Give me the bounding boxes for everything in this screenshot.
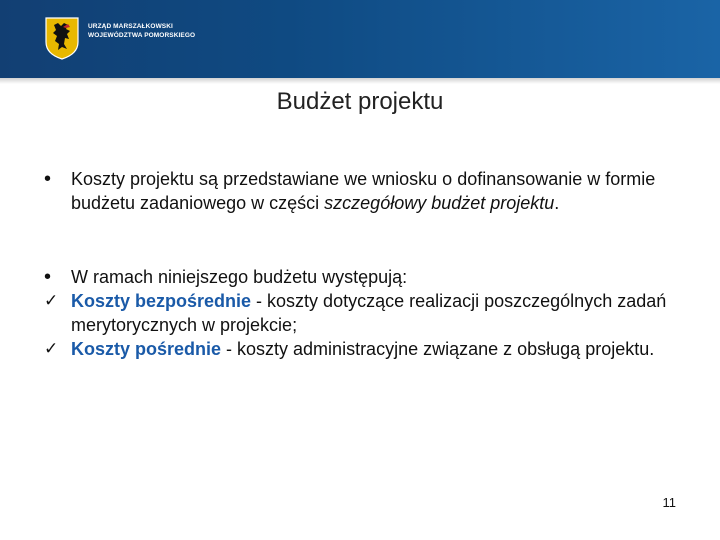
griffin-coat-of-arms-icon (44, 16, 80, 60)
slide-content (44, 167, 694, 361)
bullet-item (44, 167, 694, 215)
check-text: - koszty dotyczące realizacji poszczególnych zadań merytorycznych w projekcie; (71, 291, 667, 335)
check-item (44, 289, 694, 337)
check-text: - koszty administracyjne związane z obsługą projektu. (221, 339, 655, 359)
header-shadow (0, 78, 720, 84)
bullet-dot-icon: • (44, 168, 52, 190)
checkmark-icon: ✓ (44, 339, 59, 358)
page-number: 11 (662, 495, 676, 510)
spacer (44, 240, 694, 265)
bullet-dot-icon: • (44, 266, 52, 288)
organization-name-line1: URZĄD MARSZAŁKOWSKI (88, 23, 173, 30)
bullet-text-end: . (554, 193, 560, 213)
spacer (44, 215, 694, 240)
header-bar (0, 0, 720, 78)
check-keyword: Koszty bezpośrednie (71, 291, 252, 311)
check-item (44, 337, 694, 361)
bullet-item (44, 265, 694, 289)
organization-name-line2: WOJEWÓDZTWA POMORSKIEGO (88, 32, 196, 39)
bullet-text: Koszty projektu są przedstawiane we wniosku o dofinansowanie w formie budżetu zadaniowego w części (71, 169, 656, 213)
slide-title: Budżet projektu (276, 88, 444, 115)
bullet-italic-text: szczegółowy budżet projektu (324, 193, 555, 213)
organization-name (88, 22, 195, 40)
checkmark-icon: ✓ (44, 291, 59, 310)
bullet-text: W ramach niniejszego budżetu występują: (71, 267, 408, 287)
check-keyword: Koszty pośrednie (71, 339, 222, 359)
